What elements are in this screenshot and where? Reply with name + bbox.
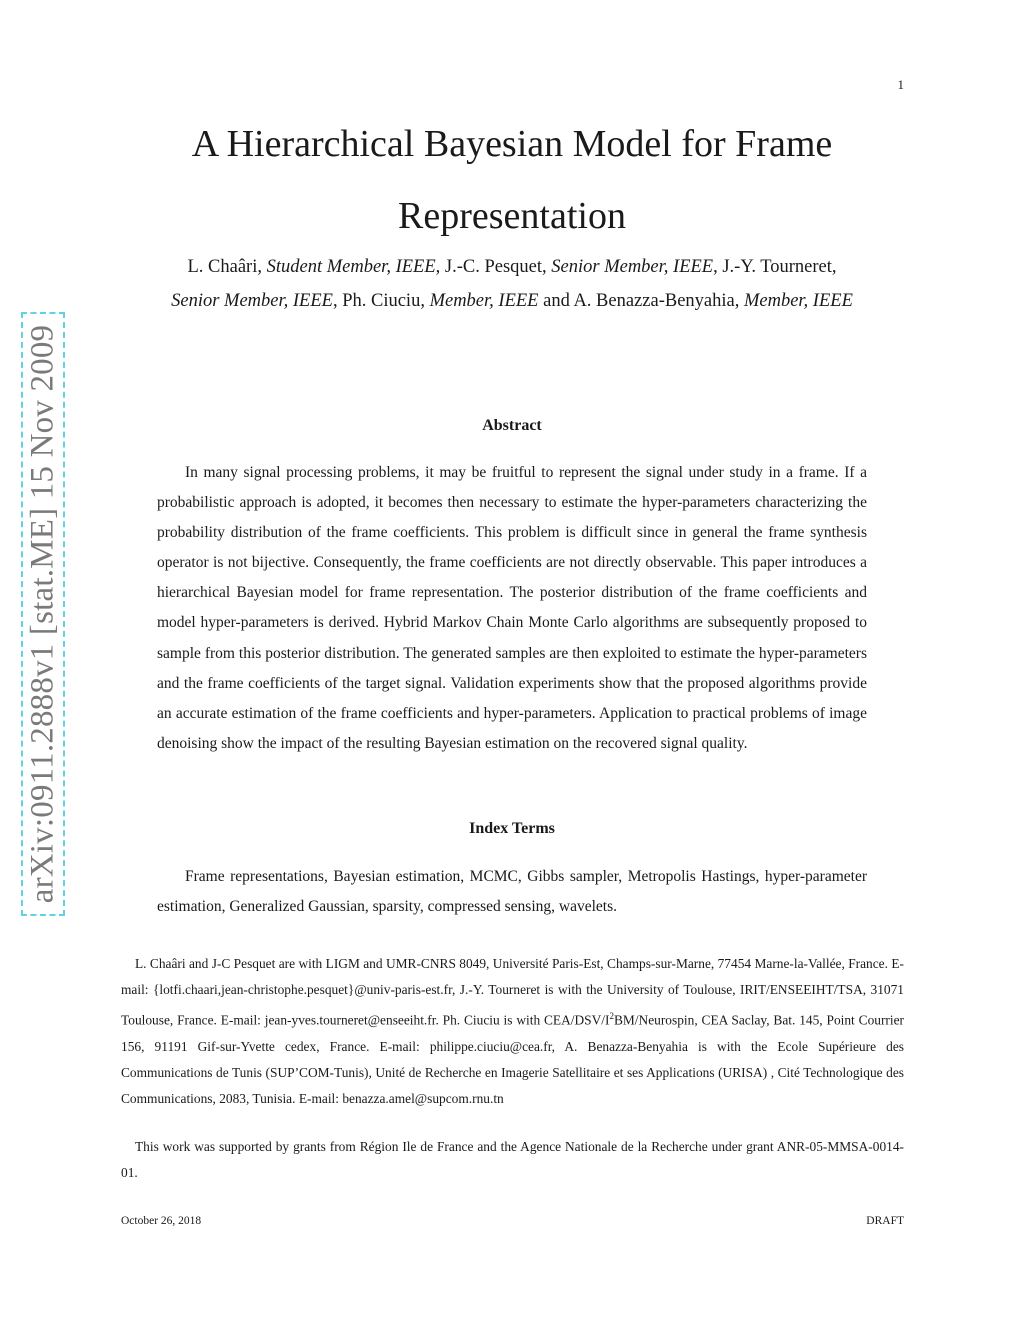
author-separator: , <box>713 257 718 277</box>
author-list <box>110 250 914 318</box>
author-separator: , <box>332 291 338 311</box>
author-affiliation: Senior Member, IEEE <box>171 291 333 311</box>
author-name: A. Benazza-Benyahia, <box>573 291 740 311</box>
author-separator: , <box>435 257 441 277</box>
footnote-superscript: 2 <box>609 1011 614 1022</box>
index-terms-heading: Index Terms <box>469 820 555 837</box>
author-name: Ph. Ciuciu, <box>342 291 425 311</box>
author-separator: and <box>538 291 570 311</box>
author-affiliation: Member, IEEE <box>429 291 539 311</box>
index-terms-body: Frame representations, Bayesian estimation, MCMC, Gibbs sampler, Metropolis Hastings, hyper-parameter estimation, Generalized Gaussian, sparsity, compressed sensing, wavelets. <box>157 868 867 915</box>
footer-date: October 26, 2018 <box>121 1215 202 1227</box>
author-affiliation: Student Member, IEEE <box>266 257 436 277</box>
author-name: L. Chaâri, <box>187 257 262 277</box>
author-name: J.-C. Pesquet, <box>444 257 547 277</box>
abstract-heading: Abstract <box>482 417 542 434</box>
arxiv-stamp-text: arXiv:0911.2888v1 [stat.ME] 15 Nov 2009 <box>24 324 61 904</box>
author-affiliation: Member, IEEE <box>743 291 853 311</box>
footnote-affiliations <box>121 951 904 1113</box>
page-number: 1 <box>897 77 904 92</box>
paper-title: A Hierarchical Bayesian Model for Frame Representation <box>191 123 833 237</box>
footnote-grant: This work was supported by grants from Région Ile de France and the Agence Nationale de la Recherche under grant ANR-05-MMSA-0014-01. <box>121 1139 904 1181</box>
abstract-body: In many signal processing problems, it may be fruitful to represent the signal under study in a frame. If a probabilistic approach is adopted, it becomes then necessary to estimate the hyper-parameters characterizing the probability distribution of the frame coefficients. This problem is difficult since in general the frame synthesis operator is not bijective. Consequently, the frame coefficients are not directly observable. This paper introduces a hierarchical Bayesian model for frame representation. The posterior distribution of the frame coefficients and model hyper-parameters is derived. Hybrid Markov Chain Monte Carlo algorithms are subsequently proposed to sample from this posterior distribution. The generated samples are then exploited to estimate the hyper-parameters and the frame coefficients of the target signal. Validation experiments show that the proposed algorithms provide an accurate estimation of the frame coefficients and hyper-parameters. Application to practical problems of image denoising show the impact of the resulting Bayesian estimation on the recovered signal quality. <box>157 464 867 752</box>
author-affiliation: Senior Member, IEEE <box>551 257 714 277</box>
footnote-affiliations-part2: BM/Neurospin, CEA Saclay, Bat. 145, Point Courrier 156, 91191 Gif-sur-Yvette cedex, France. E-mail: philippe.ciuciu@cea.fr, A. Benazza-Benyahia is with the Ecole Supérieure des Communications de Tunis (SUP’COM-Tunis), Unité de Recherche en Imagerie Satellitaire et ses Applications (URISA) , Cité Technologique des Communications, 2083, Tunisia. E-mail: benazza.amel@supcom.rnu.tn <box>121 1012 904 1107</box>
author-name: J.-Y. Tourneret, <box>722 257 837 277</box>
footer-draft-label: DRAFT <box>866 1215 904 1227</box>
arxiv-stamp <box>21 312 65 916</box>
footnote-affiliations-part1: L. Chaâri and J-C Pesquet are with LIGM and UMR-CNRS 8049, Université Paris-Est, Champs-sur-Marne, 77454 Marne-la-Vallée, France. E-mail: {lotfi.chaari,jean-christophe.pesquet}@univ-paris-est.fr, J.-Y. Tourneret is with the University of Toulouse, IRIT/ENSEEIHT/TSA, 31071 Toulouse, France. E-mail: jean-yves.tourneret@enseeiht.fr. Ph. Ciuciu is with CEA/DSV/I <box>121 956 904 1028</box>
